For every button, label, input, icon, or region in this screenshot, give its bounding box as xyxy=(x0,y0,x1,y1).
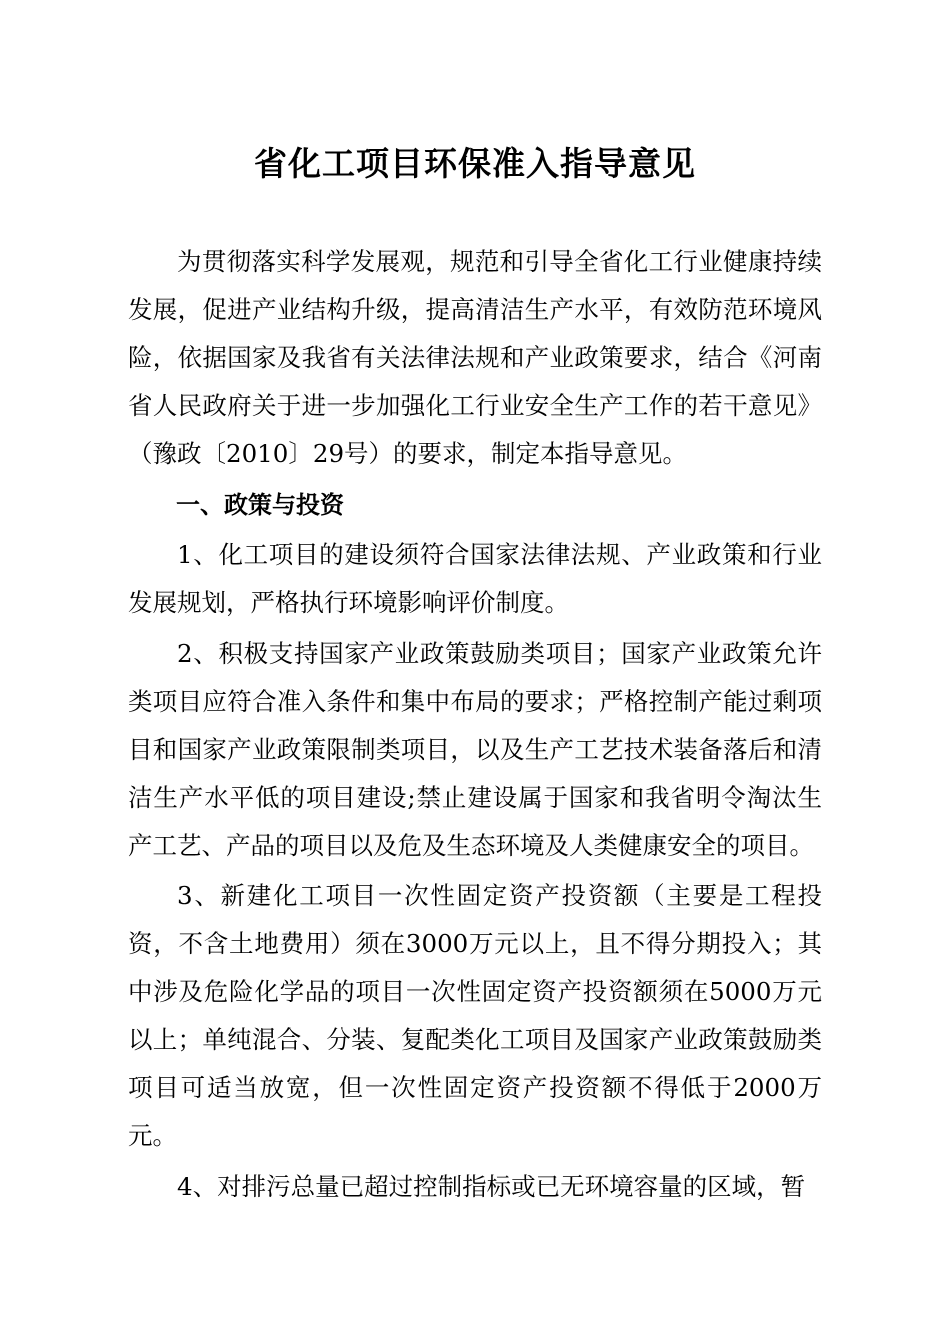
item-paragraph-1: 1、化工项目的建设须符合国家法律法规、产业政策和行业发展规划，严格执行环境影响评价制度。 xyxy=(128,540,822,617)
item-paragraph-3: 3、新建化工项目一次性固定资产投资额（主要是工程投资，不含土地费用）须在3000万元以上，且不得分期投入；其中涉及危险化学品的项目一次性固定资产投资额须在5000万元以上；单纯混合、分装、复配类化工项目及国家产业政策鼓励类项目可适当放宽，但一次性固定资产投资额不得低于2000万元。 xyxy=(128,881,822,1150)
document-body xyxy=(128,238,822,1213)
item-paragraph-2: 2、积极支持国家产业政策鼓励类项目；国家产业政策允许类项目应符合准入条件和集中布局的要求；严格控制产能过剩项目和国家产业政策限制类项目，以及生产工艺技术装备落后和清洁生产水平低的项目建设;禁止建设属于国家和我省明令淘汰生产工艺、产品的项目以及危及生态环境及人类健康安全的项目。 xyxy=(128,638,822,860)
section-heading-policy-investment: 一、政策与投资 xyxy=(176,490,344,519)
item-paragraph-4: 4、对排污总量已超过控制指标或已无环境容量的区域，暂 xyxy=(177,1171,806,1201)
document-title: 省化工项目环保准入指导意见 xyxy=(254,144,696,183)
intro-paragraph: 为贯彻落实科学发展观，规范和引导全省化工行业健康持续发展，促进产业结构升级，提高清洁生产水平，有效防范环境风险，依据国家及我省有关法律法规和产业政策要求，结合《河南省人民政府关于进一步加强化工行业安全生产工作的若干意见》（豫政〔2010〕29号）的要求，制定本指导意见。 xyxy=(128,247,822,468)
